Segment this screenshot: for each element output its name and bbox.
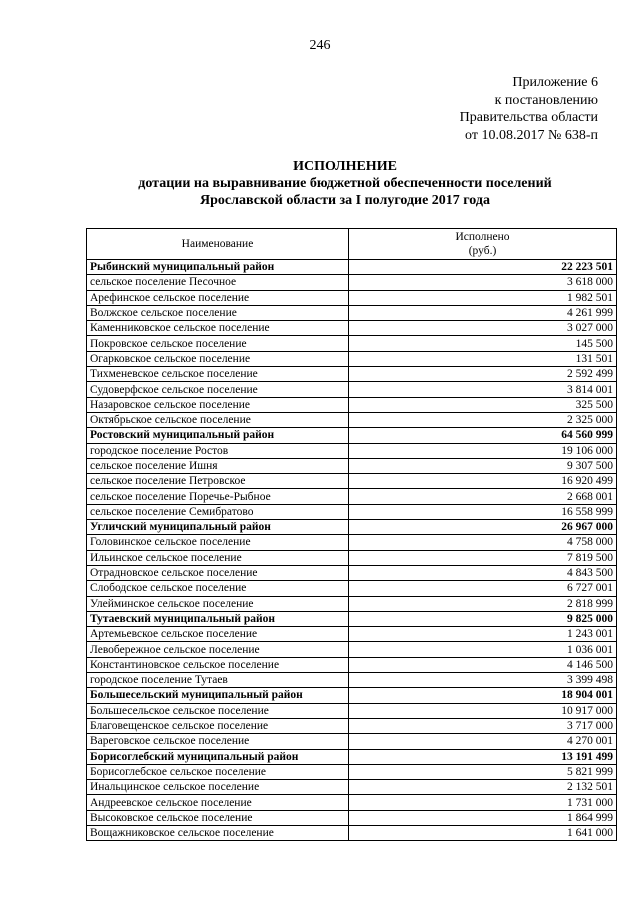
row-value: 1 036 001 — [349, 642, 617, 657]
row-name: сельское поселение Ишня — [87, 458, 349, 473]
row-value: 3 814 001 — [349, 382, 617, 397]
row-name: Андреевское сельское поселение — [87, 795, 349, 810]
row-value: 1 641 000 — [349, 825, 617, 840]
row-value: 4 261 999 — [349, 305, 617, 320]
row-name: Константиновское сельское поселение — [87, 657, 349, 672]
row-value: 4 146 500 — [349, 657, 617, 672]
header-name: Наименование — [87, 229, 349, 260]
row-value: 22 223 501 — [349, 260, 617, 275]
table-row — [87, 825, 617, 840]
row-value: 7 819 500 — [349, 550, 617, 565]
row-value: 2 668 001 — [349, 489, 617, 504]
appendix-line-1: Приложение 6 — [512, 75, 598, 90]
row-value: 145 500 — [349, 336, 617, 351]
row-value: 19 106 000 — [349, 443, 617, 458]
table-row — [87, 764, 617, 779]
title-line-3: Ярославской области за I полугодие 2017 года — [200, 193, 490, 208]
row-name: Назаровское сельское поселение — [87, 397, 349, 412]
row-name: сельское поселение Петровское — [87, 474, 349, 489]
table-row — [87, 642, 617, 657]
row-value: 3 717 000 — [349, 718, 617, 733]
header-executed-line-2: (руб.) — [468, 245, 497, 257]
row-name: Тихменевское сельское поселение — [87, 367, 349, 382]
row-value: 4 843 500 — [349, 565, 617, 580]
row-name: сельское поселение Поречье-Рыбное — [87, 489, 349, 504]
table-row — [87, 565, 617, 580]
row-name: Головинское сельское поселение — [87, 535, 349, 550]
table-row — [87, 581, 617, 596]
appendix-line-4: от 10.08.2017 № 638-п — [465, 127, 598, 143]
row-value: 3 618 000 — [349, 275, 617, 290]
district-row — [87, 611, 617, 626]
row-name: городское поселение Ростов — [87, 443, 349, 458]
row-value: 2 132 501 — [349, 780, 617, 795]
district-row — [87, 260, 617, 275]
table-row — [87, 412, 617, 427]
row-value: 2 818 999 — [349, 596, 617, 611]
row-name: Большесельский муниципальный район — [87, 688, 349, 703]
district-row — [87, 688, 617, 703]
table-body — [87, 260, 617, 841]
row-name: Отрадновское сельское поселение — [87, 565, 349, 580]
table-row — [87, 795, 617, 810]
row-name: Каменниковское сельское поселение — [87, 321, 349, 336]
row-name: Волжское сельское поселение — [87, 305, 349, 320]
row-name: Благовещенское сельское поселение — [87, 718, 349, 733]
table-row — [87, 443, 617, 458]
appendix-line-3: Правительства области — [459, 110, 598, 125]
row-name: Рыбинский муниципальный район — [87, 260, 349, 275]
row-name: Борисоглебский муниципальный район — [87, 749, 349, 764]
row-value: 1 982 501 — [349, 290, 617, 305]
table-row — [87, 351, 617, 366]
table-row — [87, 474, 617, 489]
table-row — [87, 780, 617, 795]
row-name: Высоковское сельское поселение — [87, 810, 349, 825]
title-line-2: дотации на выравнивание бюджетной обеспеченности поселений — [138, 176, 552, 191]
table-row — [87, 657, 617, 672]
row-name: Арефинское сельское поселение — [87, 290, 349, 305]
row-value: 6 727 001 — [349, 581, 617, 596]
row-value: 18 904 001 — [349, 688, 617, 703]
appendix-block — [460, 74, 598, 144]
row-value: 2 325 000 — [349, 412, 617, 427]
table-row — [87, 290, 617, 305]
table-row — [87, 305, 617, 320]
row-value: 13 191 499 — [349, 749, 617, 764]
row-name: сельское поселение Семибратово — [87, 504, 349, 519]
district-row — [87, 749, 617, 764]
document-title — [0, 158, 640, 209]
row-value: 1 243 001 — [349, 627, 617, 642]
row-name: Огарковское сельское поселение — [87, 351, 349, 366]
row-name: Артемьевское сельское поселение — [87, 627, 349, 642]
appendix-line-2: к постановлению — [494, 92, 598, 108]
table-row — [87, 489, 617, 504]
table-row — [87, 734, 617, 749]
table-row — [87, 367, 617, 382]
district-row — [87, 428, 617, 443]
row-name: Покровское сельское поселение — [87, 336, 349, 351]
row-name: Большесельское сельское поселение — [87, 703, 349, 718]
header-executed — [349, 229, 617, 260]
title-line-1: ИСПОЛНЕНИЕ — [293, 159, 397, 174]
row-value: 131 501 — [349, 351, 617, 366]
row-name: Угличский муниципальный район — [87, 520, 349, 535]
row-name: Слободское сельское поселение — [87, 581, 349, 596]
table-row — [87, 810, 617, 825]
table-row — [87, 458, 617, 473]
header-executed-line-1: Исполнено — [455, 231, 510, 243]
table-row — [87, 550, 617, 565]
row-value: 3 399 498 — [349, 673, 617, 688]
row-value: 9 307 500 — [349, 458, 617, 473]
row-value: 26 967 000 — [349, 520, 617, 535]
row-name: Ростовский муниципальный район — [87, 428, 349, 443]
row-name: Октябрьское сельское поселение — [87, 412, 349, 427]
row-value: 1 864 999 — [349, 810, 617, 825]
row-name: Улейминское сельское поселение — [87, 596, 349, 611]
table-header-row — [87, 229, 617, 260]
row-value: 3 027 000 — [349, 321, 617, 336]
table-row — [87, 718, 617, 733]
row-name: Инальцинское сельское поселение — [87, 780, 349, 795]
row-value: 16 920 499 — [349, 474, 617, 489]
row-name: Тутаевский муниципальный район — [87, 611, 349, 626]
row-name: Ильинское сельское поселение — [87, 550, 349, 565]
row-value: 325 500 — [349, 397, 617, 412]
table-row — [87, 627, 617, 642]
district-row — [87, 520, 617, 535]
table-row — [87, 336, 617, 351]
table-row — [87, 703, 617, 718]
row-value: 9 825 000 — [349, 611, 617, 626]
row-name: Судоверфское сельское поселение — [87, 382, 349, 397]
row-name: сельское поселение Песочное — [87, 275, 349, 290]
row-value: 10 917 000 — [349, 703, 617, 718]
table-row — [87, 275, 617, 290]
row-value: 5 821 999 — [349, 764, 617, 779]
row-value: 16 558 999 — [349, 504, 617, 519]
execution-table — [86, 228, 617, 841]
row-value: 64 560 999 — [349, 428, 617, 443]
row-name: Вареговское сельское поселение — [87, 734, 349, 749]
table-row — [87, 535, 617, 550]
table-row — [87, 397, 617, 412]
row-name: Борисоглебское сельское поселение — [87, 764, 349, 779]
row-name: городское поселение Тутаев — [87, 673, 349, 688]
row-value: 4 270 001 — [349, 734, 617, 749]
row-value: 1 731 000 — [349, 795, 617, 810]
page-number: 246 — [309, 38, 331, 53]
row-name: Левобережное сельское поселение — [87, 642, 349, 657]
table-row — [87, 504, 617, 519]
row-value: 4 758 000 — [349, 535, 617, 550]
table-row — [87, 321, 617, 336]
table-row — [87, 596, 617, 611]
table-row — [87, 382, 617, 397]
table-row — [87, 673, 617, 688]
row-value: 2 592 499 — [349, 367, 617, 382]
row-name: Вощажниковское сельское поселение — [87, 825, 349, 840]
